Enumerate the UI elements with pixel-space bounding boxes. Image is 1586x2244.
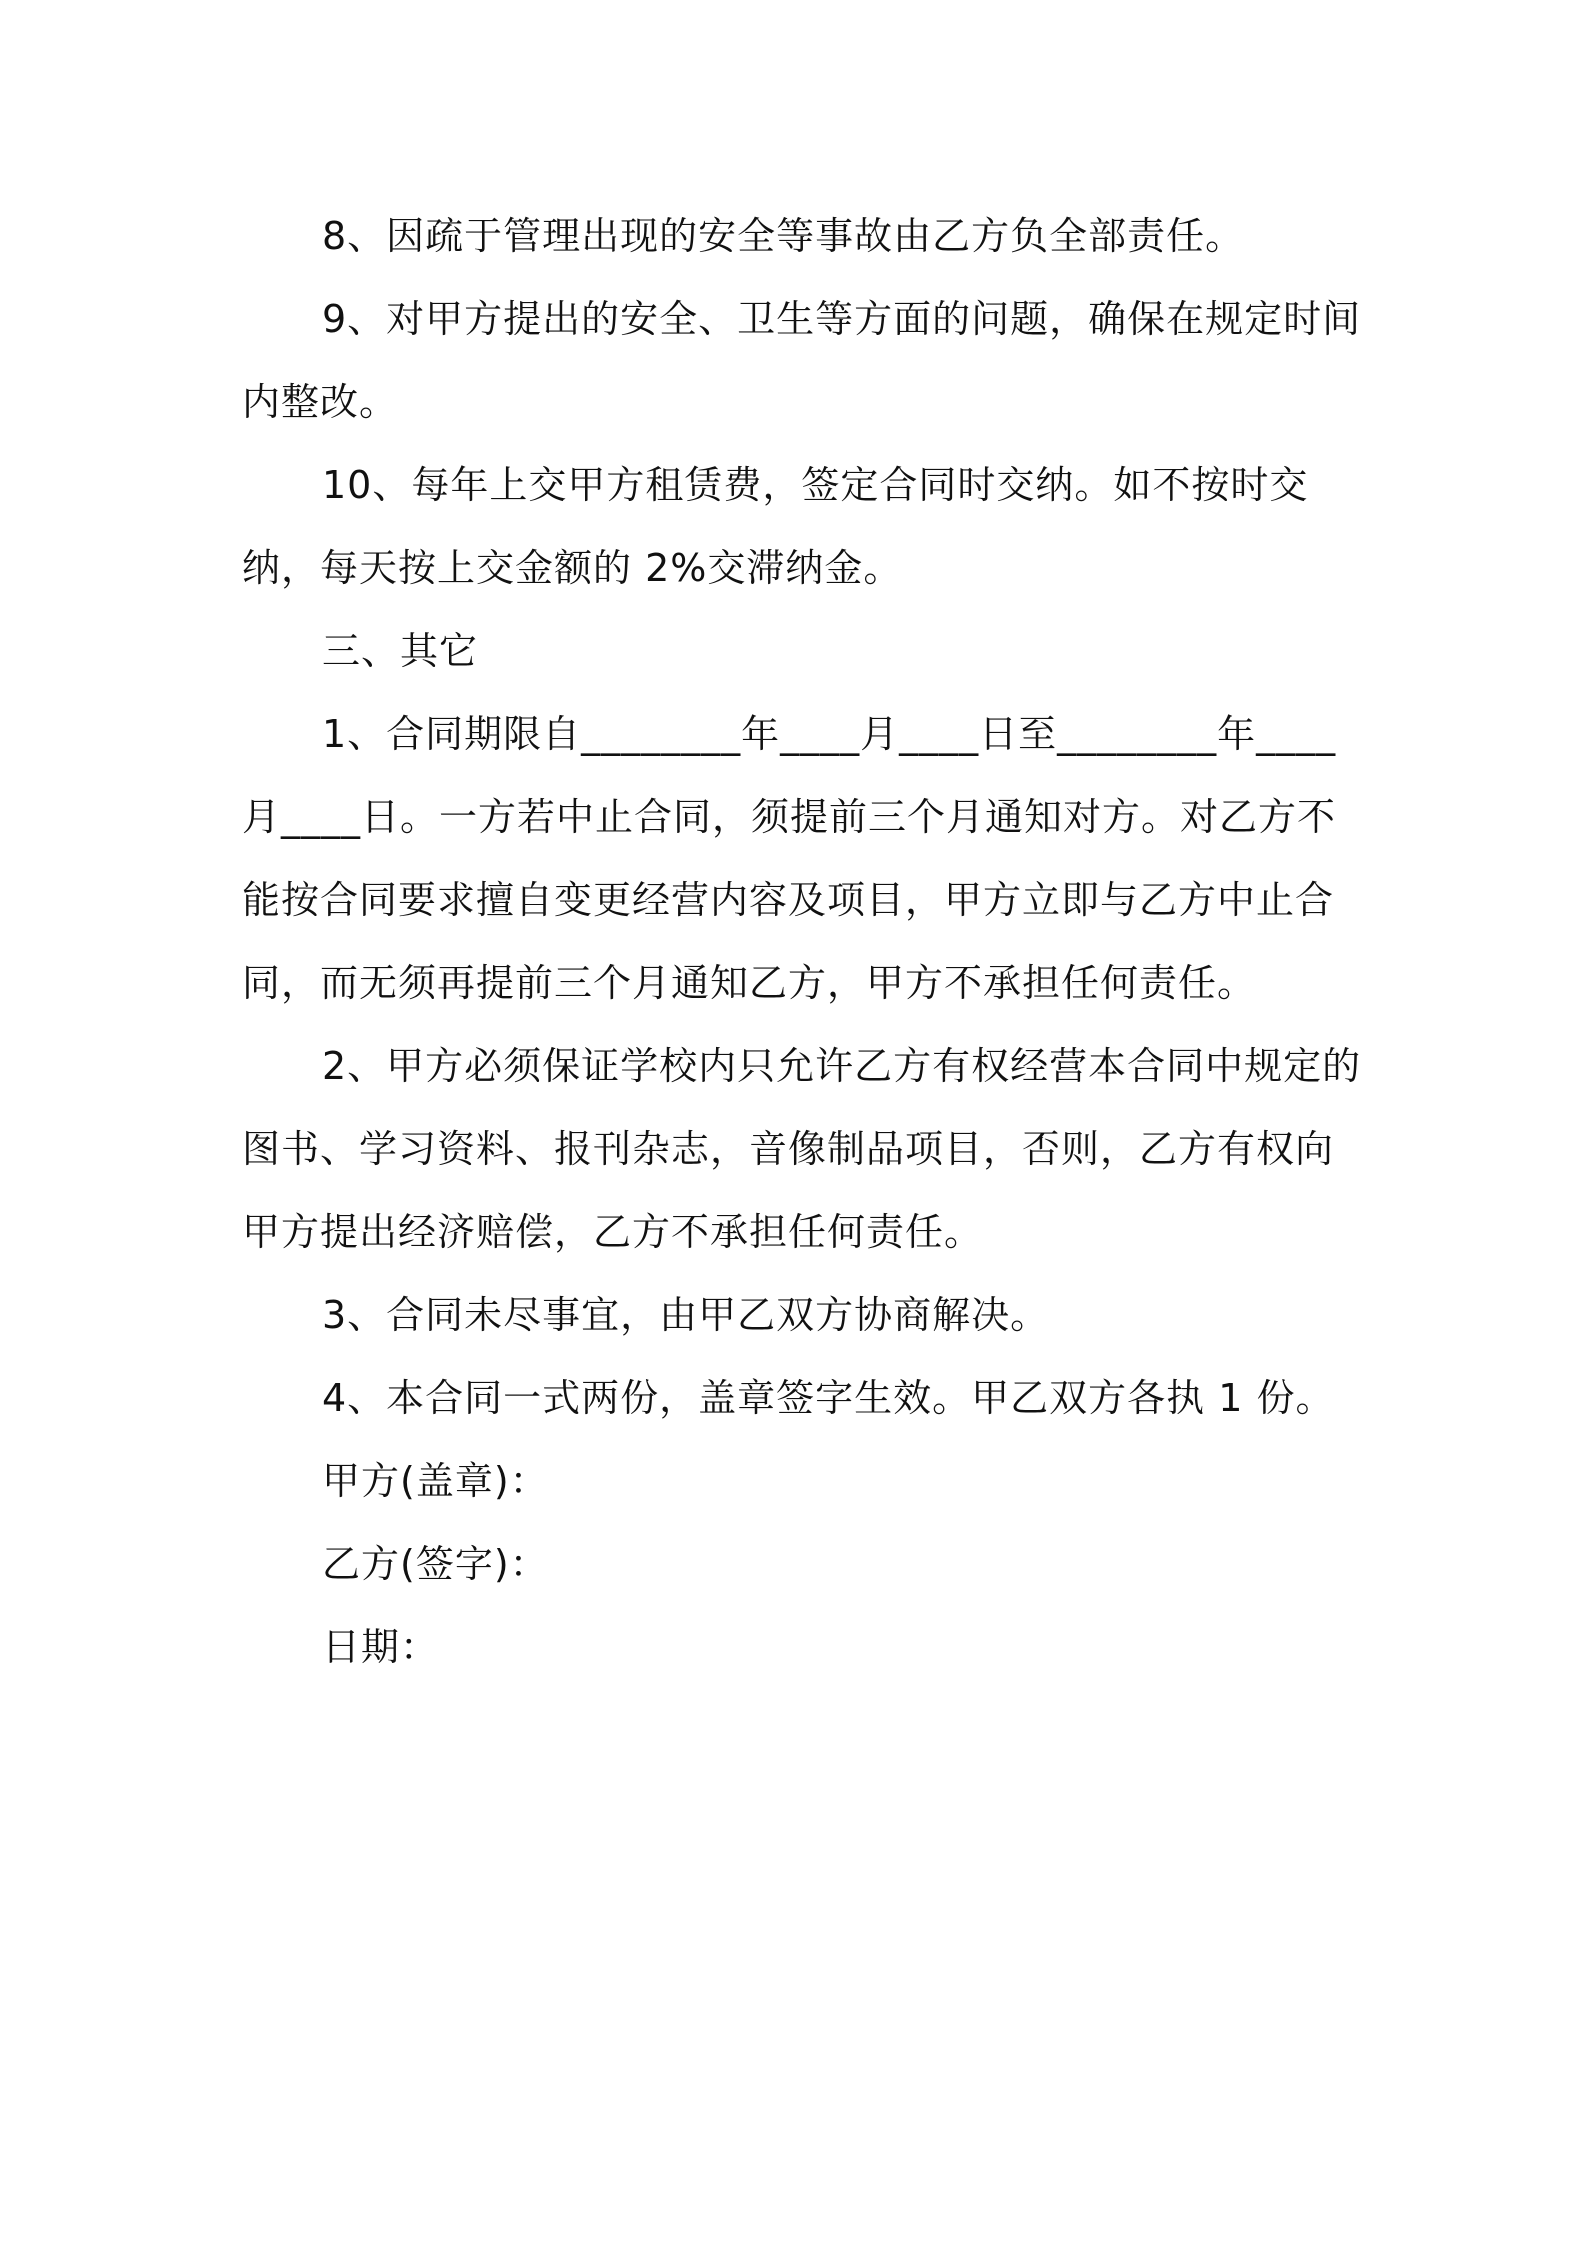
signature-party-b: 乙方(签字)：	[322, 1542, 549, 1586]
section-heading-other: 三、其它	[322, 629, 479, 673]
document-body	[242, 195, 1362, 1689]
clause-10: 10、每年上交甲方租赁费，签定合同时交纳。如不按时交纳，每天按上交金额的 2%交滞纳金。	[242, 463, 1309, 590]
clause-9: 9、对甲方提出的安全、卫生等方面的问题，确保在规定时间内整改。	[242, 297, 1362, 424]
other-clause-4: 4、本合同一式两份，盖章签字生效。甲乙双方各执 1 份。	[322, 1376, 1335, 1420]
signature-party-a: 甲方(盖章)：	[322, 1459, 549, 1503]
other-clause-1: 1、合同期限自________年____月____日至________年____月____日。一方若中止合同，须提前三个月通知对方。对乙方不能按合同要求擅自变更经营内容及项目，甲方立即与乙方中止合同，而无须再提前三个月通知乙方，甲方不承担任何责任。	[242, 712, 1337, 1005]
other-clause-2: 2、甲方必须保证学校内只允许乙方有权经营本合同中规定的图书、学习资料、报刊杂志，音像制品项目，否则，乙方有权向甲方提出经济赔偿，乙方不承担任何责任。	[242, 1044, 1362, 1254]
clause-8: 8、因疏于管理出现的安全等事故由乙方负全部责任。	[322, 214, 1245, 258]
signature-date: 日期：	[322, 1625, 440, 1669]
other-clause-3: 3、合同未尽事宜，由甲乙双方协商解决。	[322, 1293, 1050, 1337]
